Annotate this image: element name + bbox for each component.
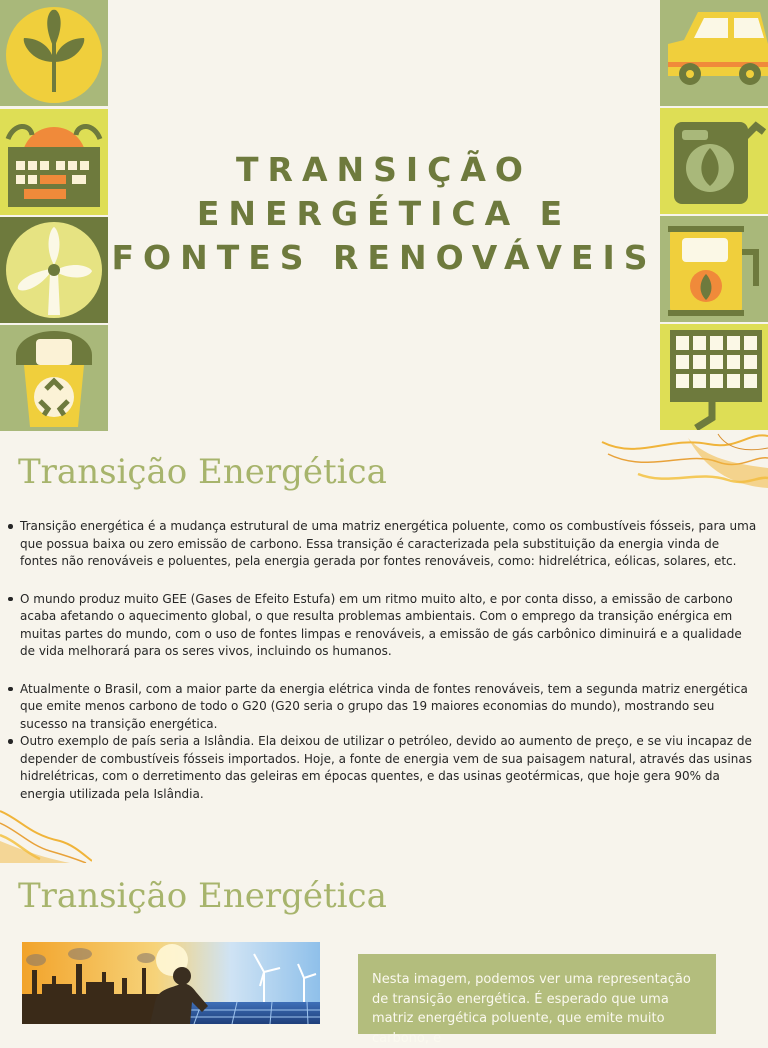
list-item: Atualmente o Brasil, com a maior parte da energia elétrica vinda de fontes renováveis, tem a segunda matriz energética que emite menos carbono de todo o G20 (G20 seria o grupo das 19 maiores economias do mundo), mostrando seu sucesso na transição energética. — [20, 681, 758, 734]
solar-city-icon-tile — [0, 109, 108, 215]
hero-title — [110, 148, 658, 280]
marble-swirl-top-right — [598, 430, 768, 492]
eco-fuel-can-icon-tile — [660, 108, 768, 214]
wind-turbine-icon-tile — [0, 217, 108, 323]
wind-turbine-icon — [0, 217, 108, 323]
marble-swirl-left — [0, 805, 92, 863]
list-item: Transição energética é a mudança estrutural de uma matriz energética poluente, como os combustíveis fósseis, para uma que possua baixa ou zero emissão de carbono. Essa transição é caracterizada pela substituição da energia vinda de fontes não renováveis e poluentes, pela energia gerada por fontes renováveis, como: hidrelétrica, eólicas, solares, etc. — [20, 518, 758, 571]
recycle-bin-icon-tile — [0, 325, 108, 431]
hero-title-line-3: FONTES RENOVÁVEIS — [111, 238, 657, 277]
energy-transition-photo — [22, 942, 320, 1024]
section-title-2: Transição Energética — [18, 876, 387, 916]
hero-title-line-2: ENERGÉTICA E — [196, 194, 572, 233]
plant-icon-tile — [0, 0, 108, 106]
list-item: O mundo produz muito GEE (Gases de Efeito Estufa) em um ritmo muito alto, e por conta disso, a emissão de carbono acaba afetando o aquecimento global, o que resulta problemas ambientais. Com o emprego da transição enérgica em muitas partes do mundo, com o uso de fontes limpas e renováveis, a emissão de gás carbônico diminuirá e a qualidade de vida melhorará para os seres vivos, incluindo os humanos. — [20, 591, 758, 661]
image-caption-box — [358, 954, 716, 1046]
hero-title-line-1: TRANSIÇÃO — [236, 150, 532, 189]
bullet-list — [20, 518, 758, 803]
solar-city-icon — [0, 109, 108, 215]
list-item: Outro exemplo de país seria a Islândia. Ela deixou de utilizar o petróleo, devido ao aumento de preço, e se viu incapaz de depender de combustíveis fósseis importados. Hoje, a fonte de energia vem de sua paisagem natural, através das usinas hidrelétricas, com o derretimento das geleiras em épocas quentes, e das usinas geotérmicas, que hoje gera 90% da energia utilizada pela Islândia. — [20, 733, 758, 803]
image-caption-text: Nesta imagem, podemos ver uma representação de transição energética. É esperado que uma matriz energética poluente, que emite muito carbono, e — [372, 972, 691, 1046]
electric-car-icon — [660, 0, 768, 106]
fuel-pump-icon — [660, 216, 768, 322]
electric-car-icon-tile — [660, 0, 768, 106]
recycle-bin-icon — [0, 325, 108, 431]
solar-panel-icon-tile — [660, 324, 768, 430]
fuel-pump-icon-tile — [660, 216, 768, 322]
section-title-1: Transição Energética — [18, 452, 387, 492]
eco-fuel-can-icon — [660, 108, 768, 214]
solar-panel-icon — [660, 324, 768, 430]
plant-icon — [0, 0, 108, 106]
